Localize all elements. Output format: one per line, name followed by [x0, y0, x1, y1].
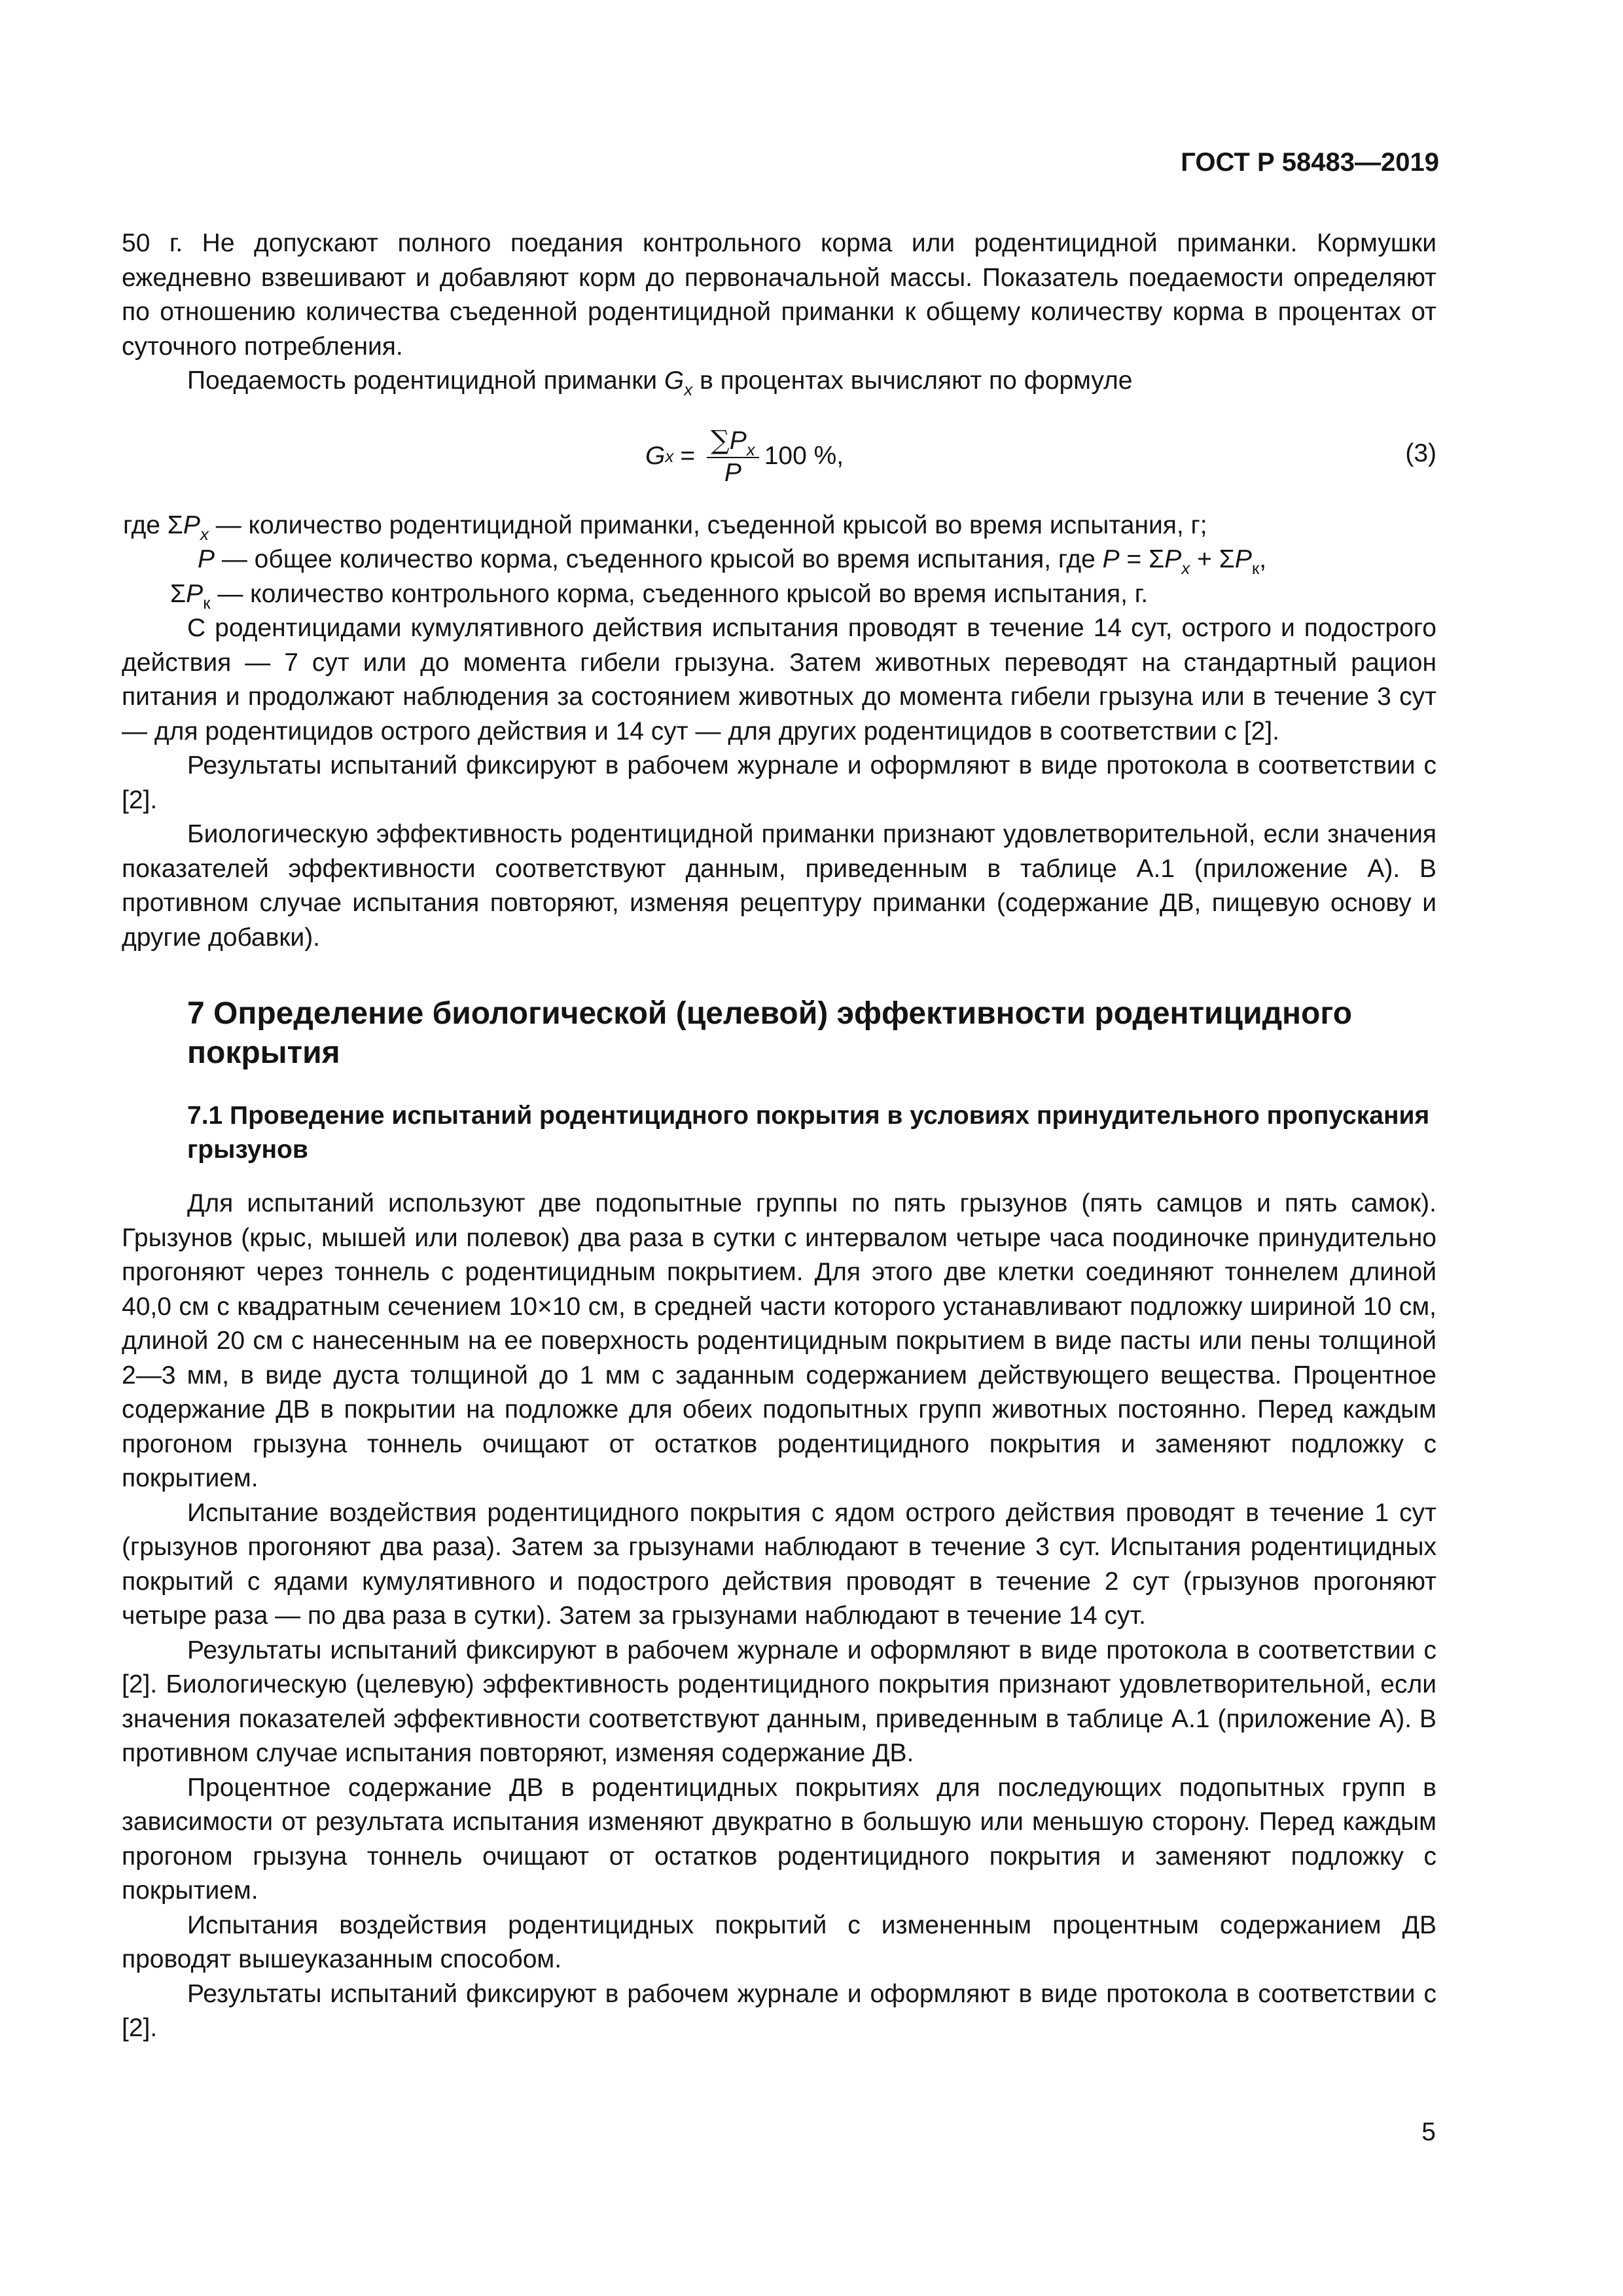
- section-7-heading: 7 Определение биологической (целевой) эффективности родентицидного покрытия: [187, 996, 1353, 1070]
- document-id-header: ГОСТ Р 58483—2019: [1181, 148, 1439, 177]
- paragraph-7: Испытание воздействия родентицидного покрытия с ядом острого действия проводят в течение 1 сут (грызунов прогоняют два раза). Затем за грызунами наблюдают в течение 3 сут. Испытания родентицидных покрытий с ядами кумулятивного и подострого действия проводят в течение 2 сут (грызунов прогоняют четыре раза — по два раза в сутки). Затем за грызунами наблюдают в течение 14 сут.: [122, 1498, 1436, 1630]
- paragraph-9: Процентное содержание ДВ в родентицидных покрытиях для последующих подопытных групп в зависимости от результата испытания изменяют двукратно в большую или меньшую сторону. Перед каждым прогоном грызуна тоннель очищают от остатков родентицидного покрытия и заменяют подложку с покрытием.: [122, 1773, 1436, 1905]
- where-line-2: P — общее количество корма, съеденного крысой во время испытания, где $P = \Sigma P_x + \Sigma P_к$,: [198, 545, 1267, 578]
- formula-number: (3): [1405, 439, 1436, 467]
- where-line-1: где $\Sigma P_x$ — количество родентицидной приманки, съеденной крысой во время испытания, г;: [123, 511, 1207, 544]
- section-7-1-heading: 7.1 Проведение испытаний родентицидного покрытия в условиях принудительного пропускания грызунов: [187, 1102, 1430, 1164]
- paragraph-11: Результаты испытаний фиксируют в рабочем журнале и оформляют в виде протокола в соответствии с [2].: [122, 1979, 1436, 2042]
- paragraph-6: Для испытаний используют две подопытные группы по пять грызунов (пять самцов и пять самок). Грызунов (крыс, мышей или полевок) два раза в сутки с интервалом четыре часа поодиночке принудительно прогоняют через тоннель с родентицидным покрытием. Для этого две клетки соединяют тоннелем длиной 40,0 см с квадратным сечением 10×10 см, в средней части которого устанавливают подложку шириной 10 см, длиной 20 см с нанесенным на ее поверхность родентицидным покрытием в виде пасты или пены толщиной 2—3 мм, в виде дуста толщиной до 1 мм с заданным содержанием действующего вещества. Процентное содержание ДВ в покрытии на подложке для обеих подопытных групп животных постоянно. Перед каждым прогоном грызуна тоннель очищают от остатков родентицидного покрытия и заменяют подложку с покрытием.: [122, 1189, 1436, 1492]
- paragraph-8: Результаты испытаний фиксируют в рабочем журнале и оформляют в виде протокола в соответствии с [2]. Биологическую (целевую) эффективность родентицидного покрытия признают удовлетворительной, если значения показателей эффективности соответствуют данным, приведенным в таблице А.1 (приложение А). В противном случае испытания повторяют, изменяя содержание ДВ.: [122, 1636, 1436, 1767]
- paragraph-10: Испытания воздействия родентицидных покрытий с измененным процентным содержанием ДВ проводят вышеуказанным способом.: [122, 1910, 1436, 1973]
- where-line-3: $\Sigma P_к$ — количество контрольного корма, съеденного крысой во время испытания, г.: [170, 579, 1149, 613]
- paragraph-5: Биологическую эффективность родентицидной приманки признают удовлетворительной, если значения показателей эффективности соответствуют данным, приведенным в таблице А.1 (приложение А). В противном случае испытания повторяют, изменяя рецептуру приманки (содержание ДВ, пищевую основу и другие добавки).: [122, 820, 1436, 952]
- paragraph-2: Поедаемость родентицидной приманки $G_x$ в процентах вычисляют по формуле: [187, 367, 1133, 399]
- paragraph-3: С родентицидами кумулятивного действия испытания проводят в течение 14 сут, острого и подострого действия — 7 сут или до момента гибели грызуна. Затем животных переводят на стандартный рацион питания и продолжают наблюдения за состоянием животных до момента гибели грызуна или в течение 3 сут — для родентицидов острого действия и 14 сут — для других родентицидов в соответствии с [2].: [122, 614, 1436, 745]
- formula-expression: G x = $\frac{\sum P_x}{P}$ 100 %,: [645, 425, 844, 487]
- fraction-numerator: $\sum P_x$: [711, 425, 755, 459]
- fraction-denominator: P: [724, 458, 741, 487]
- paragraph-4: Результаты испытаний фиксируют в рабочем журнале и оформляют в виде протокола в соответствии с [2].: [122, 751, 1436, 814]
- document-body: [122, 226, 1436, 2046]
- paragraph-1: 50 г. Не допускают полного поедания контрольного корма или родентицидной приманки. Кормушки ежедневно взвешивают и добавляют корм до первоначальной массы. Показатель поедаемости определяют по отношению количества съеденной родентицидной приманки к общему количеству корма в процентах от суточного потребления.: [122, 229, 1436, 361]
- formula-fraction: [707, 425, 759, 488]
- formula-3: [122, 410, 1436, 502]
- page-number: 5: [1421, 2118, 1436, 2146]
